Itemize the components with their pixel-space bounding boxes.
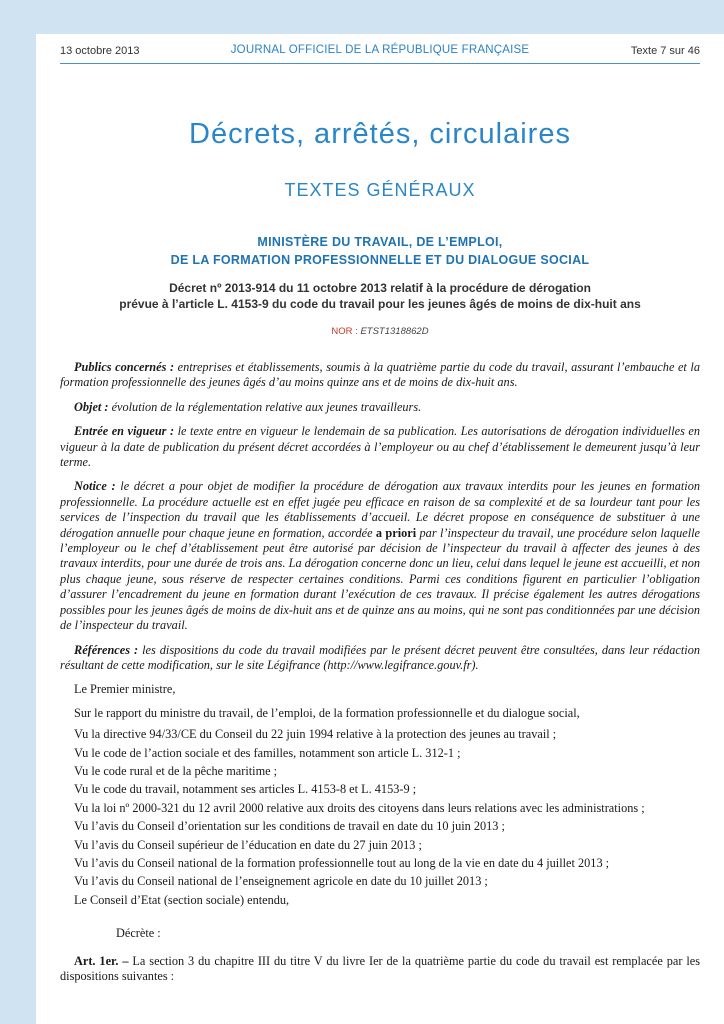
premier-ministre: Le Premier ministre, [74, 682, 176, 697]
decree-title [36, 280, 724, 312]
nor-reference [36, 326, 724, 337]
rapport: Sur le rapport du ministre du travail, de l’emploi, de la formation professionnelle et du dialogue social, [74, 705, 580, 720]
references-label: Références : [74, 642, 139, 657]
vu-item: Vu l’avis du Conseil d’orientation sur les conditions de travail en date du 10 juin 2013 ; [74, 819, 505, 834]
conseil-etat: Le Conseil d’Etat (section sociale) entendu, [74, 892, 290, 907]
subsection-title: TEXTES GÉNÉRAUX [284, 180, 476, 200]
notice [60, 479, 700, 633]
notice-label: Notice : [74, 479, 116, 494]
nor-label: NOR : [331, 326, 358, 337]
vu-item: Vu le code du travail, notamment ses articles L. 4153-8 et L. 4153-9 ; [74, 782, 417, 797]
nor-value: ETST1318862D [360, 326, 429, 337]
article-1-label: Art. 1er. – [74, 953, 129, 968]
publics-concernes [60, 360, 700, 391]
publics-text: entreprises et établissements, soumis à la quatrième partie du code du travail, assurant l’embauche et la formation professionnelle des jeunes âgés d’au moins quinze ans et de moins de dix-huit ans. [60, 360, 700, 390]
vu-item: Vu le code rural et de la pêche maritime ; [74, 763, 278, 778]
decree-title-line-2: prévue à l’article L. 4153-9 du code du travail pour les jeunes âgés de moins de dix-huit ans [119, 297, 641, 311]
objet [60, 400, 700, 415]
journal-header [60, 43, 700, 64]
vu-item: Vu la directive 94/33/CE du Conseil du 22 juin 1994 relative à la protection des jeunes au travail ; [74, 727, 557, 742]
publication-date: 13 octobre 2013 [60, 45, 140, 57]
notice-text-1: le décret a pour objet de modifier la procédure de dérogation aux travaux interdits pour les jeunes en formation professionnelle. La procédure actuelle est en effet jugée peu efficace en raison de sa complexité et de sa lourdeur tant pour les services de l’inspection du travail que les établissements d’accueil. Le décret propose en conséquence de substituer à une dérogation annuelle pour chaque jeune en formation, accordée [60, 479, 700, 540]
references [60, 643, 700, 674]
vu-item: Vu l’avis du Conseil national de l’enseignement agricole en date du 10 juillet 2013 ; [74, 874, 488, 889]
references-text: les dispositions du code du travail modifiées par le présent décret peuvent être consultées, dans leur rédaction résultant de cette modification, sur le site Légifrance (http://www.legifrance.gouv.fr). [60, 642, 700, 672]
vu-item: Vu le code de l’action sociale et des familles, notamment son article L. 312-1 ; [74, 745, 461, 760]
vu-item: Vu la loi nº 2000-321 du 12 avril 2000 relative aux droits des citoyens dans leurs relations avec les administrations ; [74, 800, 645, 815]
publics-label: Publics concernés : [74, 360, 175, 374]
decrete: Décrète : [116, 926, 161, 941]
ministry-line-1: MINISTÈRE DU TRAVAIL, DE L’EMPLOI, [257, 235, 503, 249]
entree-text: le texte entre en vigueur le lendemain de sa publication. Les autorisations de dérogation individuelles en vigueur à la date de publication du présent décret accordées à l’employeur ou au chef d’établissement le demeurent jusqu’à leur terme. [60, 424, 701, 470]
notice-text-2: par l’inspecteur du travail, une procédure selon laquelle l’employeur ou le chef d’établissement peut être autorisé par décision de l’inspecteur du travail à affecter des jeunes à des travaux interdits, pour une durée de trois ans. La dérogation concerne donc un lieu, celui dans lequel le jeune est accueilli, et non plus chaque jeune, sous réserve de respecter certaines conditions. Parmi ces conditions figurent en particulier l’obligation d’assurer l’encadrement du jeune en formation durant l’exécution de ces travaux. Il précise également les autres dérogations possibles pour les jeunes âgés de moins de dix-huit ans et de quinze ans au moins, qui ne sont pas conditionnées par une décision de l’inspecteur du travail. [60, 525, 700, 633]
decree-body [60, 360, 700, 987]
section-title: Décrets, arrêtés, circulaires [189, 118, 571, 150]
ministry-line-2: DE LA FORMATION PROFESSIONNELLE ET DU DIALOGUE SOCIAL [170, 253, 590, 267]
journal-title: JOURNAL OFFICIEL DE LA RÉPUBLIQUE FRANÇAISE [230, 44, 530, 56]
vu-item: Vu l’avis du Conseil national de la formation professionnelle tout au long de la vie en date du 4 juillet 2013 ; [74, 855, 610, 870]
decree-title-line-1: Décret nº 2013-914 du 11 octobre 2013 relatif à la procédure de dérogation [169, 281, 591, 295]
article-1 [60, 954, 700, 985]
ministry-heading [36, 233, 724, 269]
entree-label: Entrée en vigueur : [74, 424, 175, 439]
objet-text: évolution de la réglementation relative aux jeunes travailleurs. [108, 399, 422, 414]
article-1-text: La section 3 du chapitre III du titre V du livre Ier de la quatrième partie du code du travail est remplacée par les dispositions suivantes : [60, 953, 700, 983]
entree-en-vigueur [60, 424, 700, 470]
notice-a-priori: a priori [375, 525, 417, 540]
vu-item: Vu l’avis du Conseil supérieur de l’éducation en date du 27 juin 2013 ; [74, 837, 422, 852]
objet-label: Objet : [74, 399, 109, 414]
text-counter: Texte 7 sur 46 [630, 45, 700, 57]
document-page [36, 34, 724, 1024]
